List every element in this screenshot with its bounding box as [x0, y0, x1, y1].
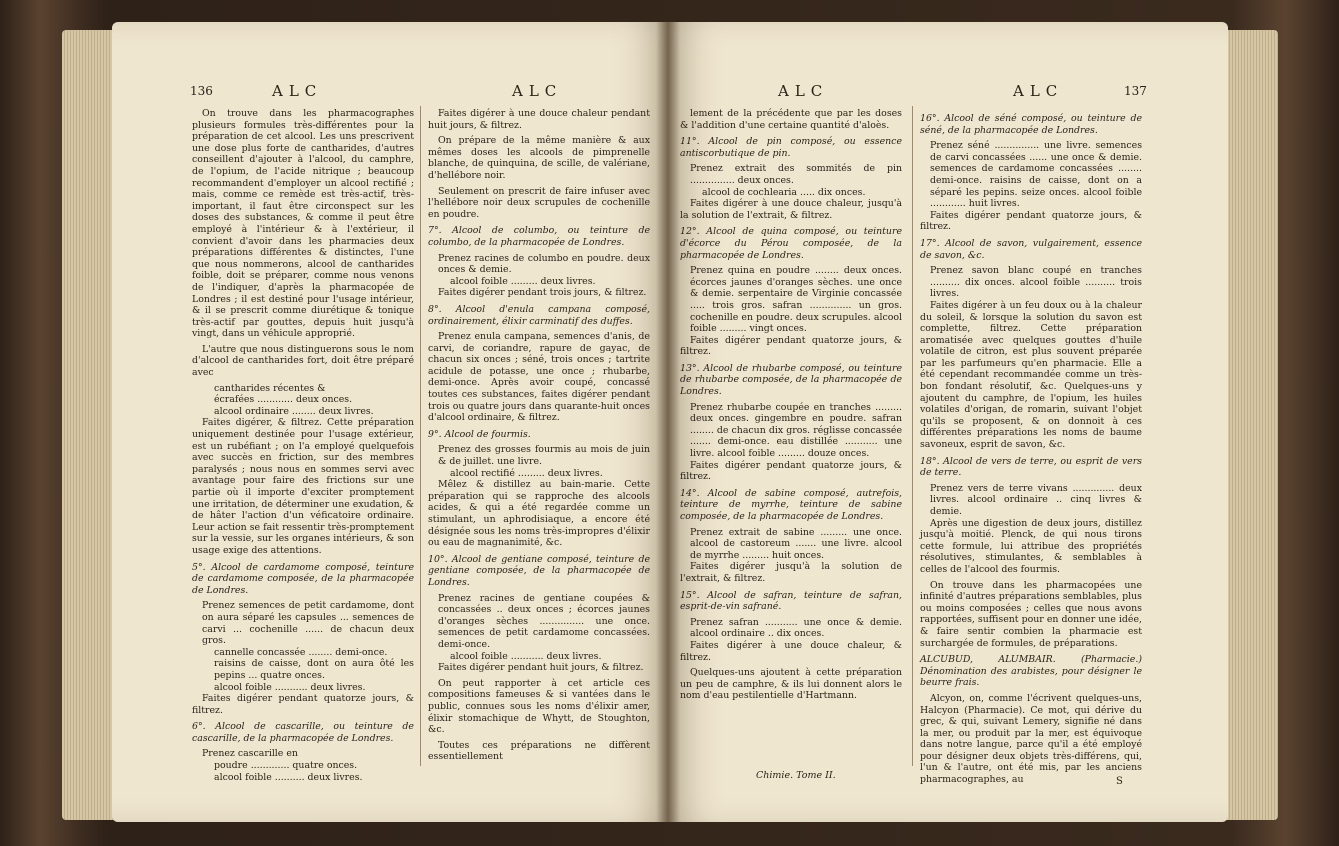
paragraph: Faites digérer, & filtrez. Cette préparation uniquement destinée pour l'usage extérieur, est un rubéfiant ; on l'a employé quelquefois avec succès en friction, sur des membres paralysés ; nous nous en sommes servi avec avantage pour faire des frictions sur une partie où il importe d'exciter promptement une irritation, de déterminer une exudation, & de hâter l'action d'un véficatoire ordinaire. Leur action se fait ressentir très-promptement sur la vessie, sur les organes intérieurs, & son usage exige des attentions.: [192, 417, 414, 556]
page-edges-right: [1226, 30, 1278, 820]
section-heading: 11°. Alcool de pin composé, ou essence antiscorbutique de pin.: [680, 136, 902, 159]
section-heading: 10°. Alcool de gentiane composé, teinture de gentiane composée, de la pharmacopée de Londres.: [428, 553, 650, 588]
page-number: 136: [190, 84, 213, 98]
section-heading: 16°. Alcool de séné composé, ou teinture de séné, de la pharmacopée de Londres.: [920, 113, 1142, 136]
section-heading: 6°. Alcool de cascarille, ou teinture de cascarille, de la pharmacopée de Londres.: [192, 721, 414, 744]
section-heading: 17°. Alcool de savon, vulgairement, essence de savon, &c.: [920, 237, 1142, 261]
recipe-line: écrafées ............ deux onces.: [214, 394, 353, 406]
recipe-line: alcool ordinaire ........ deux livres.: [214, 405, 374, 417]
paragraph: Faites digérer pendant quatorze jours, & filtrez.: [680, 459, 902, 483]
recipe-line: cantharides récentes &: [214, 382, 326, 394]
recipe-line: Prenez des grosses fourmis au mois de juin & de juillet. une livre.: [438, 444, 650, 468]
recipe-line: Prenez racines de gentiane coupées & concassées .. deux onces ; écorces jaunes d'oranges sèches ............... une once. semences de petit cardamome concassées. demi-once.: [438, 592, 650, 650]
recipe-line: Prenez racines de columbo en poudre. deux onces & demie.: [438, 252, 650, 276]
recipe-line: Prenez semences de petit cardamome, dont on aura séparé les capsules ... semences de carvi ... cochenille ...... de chacun deux gros.: [202, 600, 414, 647]
paragraph: On peut rapporter à cet article ces compositions fameuses & si vantées dans le public, connues sous les noms d'élixir amer, élixir stomachique de Whytt, de Stoughton, &c.: [428, 677, 650, 736]
recipe-line: Prenez cascarille en: [202, 748, 298, 760]
paragraph: Faites digérer pendant quatorze jours, & filtrez.: [680, 334, 902, 358]
recipe-line: Prenez vers de terre vivans .............. deux livres. alcool ordinaire .. cinq livres & demie.: [930, 482, 1142, 517]
book-gutter: [656, 22, 680, 822]
running-head-right: ALC: [1013, 82, 1064, 100]
paragraph: Faites digérer à une douce chaleur, & filtrez.: [680, 639, 902, 663]
paragraph: On trouve dans les pharmacopées une infinité d'autres préparations semblables, plus ou moins composées ; celles que nous avons rapportées, suffisent pour en donner une idée, & faire sentir combien la pharmacie est surchargée de formules, de préparations.: [920, 579, 1142, 649]
running-head-left: ALC: [778, 82, 829, 100]
recipe-line: alcool de cochlearia ..... dix onces.: [702, 186, 866, 198]
running-head-left: ALC: [272, 82, 323, 100]
paragraph: On prépare de la même manière & aux mêmes doses les alcools de pimprenelle blanche, de quinquina, de scille, de valériane, d'hellébore noir.: [428, 135, 650, 181]
recipe-line: alcool foible .......... deux livres.: [214, 771, 363, 783]
paragraph: Quelques-uns ajoutent à cette préparation un peu de camphre, & ils lui donnent alors le nom d'eau pestilentielle d'Hartmann.: [680, 667, 902, 702]
text-column: [680, 108, 902, 706]
signature-mark: S: [1116, 776, 1123, 787]
section-heading: ALCUBUD, ALUMBAIR. (Pharmacie.) Dénomination des arabistes, pour désigner le beurre frais.: [920, 654, 1142, 689]
section-heading: 7°. Alcool de columbo, ou teinture de columbo, de la pharmacopée de Londres.: [428, 225, 650, 248]
paragraph: Faites digérer à un feu doux ou à la chaleur du soleil, & lorsque la solution du savon est complette, filtrez. Cette préparation aromatisée avec quelques gouttes d'huile volatile de citron, est plus souvent préparée par les parfumeurs qu'en pharmacie. Elle a été cependant recommandée comme un très-bon fondant résolutif, &c. Quelques-uns y ajoutent du camphre, de l'opium, les huiles volatiles d'origan, de romarin, suivant l'objet qu'ils se proposent, & on donnoit à ces différentes préparations les noms de baume savoneux, esprit de savon, &c.: [920, 299, 1142, 451]
paragraph: L'autre que nous distinguerons sous le nom d'alcool de cantharides fort, doit être préparé avec: [192, 343, 414, 379]
section-heading: 13°. Alcool de rhubarbe composé, ou teinture de rhubarbe composée, de la pharmacopée de Londres.: [680, 362, 902, 398]
paragraph: Alcyon, on, comme l'écrivent quelques-uns, Halcyon (Pharmacie). Ce mot, qui dérive du grec, & qui, suivant Lemery, signifie né dans la mer, ou produit par la mer, est équivoque dans notre langue, parce qu'il a été employé pour désigner deux objets très-différens, qui, l'un & l'autre, ont été mis, par les anciens pharmacographes, au: [920, 692, 1142, 786]
paragraph: Faites digérer jusqu'à la solution de l'extrait, & filtrez.: [680, 561, 902, 584]
paragraph: On trouve dans les pharmacographes plusieurs formules très-différentes pour la préparation de cet alcool. Les uns prescrivent une dose plus forte de cantharides, d'autres conseillent d'ajouter à l'alcool, du camphre, de l'opium, de l'acide nitrique ; beaucoup recommandent d'employer un alcool rectifié ; mais, comme ce remède est très-actif, très-important, il faut être circonspect sur les doses des substances, & comme il peut être employé à l'intérieur & à l'extérieur, il convient d'avoir dans les pharmacies deux préparations différentes & distinctes, l'une que nous nommerons, alcool de cantharides foible, doit se préparer, comme nous venons de l'indiquer, d'après la pharmacopée de Londres ; il est destiné pour l'usage intérieur, & il se prescrit comme diurétique & tonique très-actif par gouttes, depuis huit jusqu'à vingt, dans un véhicule approprié.: [192, 108, 414, 340]
section-heading: 18°. Alcool de vers de terre, ou esprit de vers de terre.: [920, 455, 1142, 479]
recipe-line: Prenez rhubarbe coupée en tranches ......... deux onces. gingembre en poudre. safran ........ de chacun dix gros. réglisse concassée ....... demi-once. eau distillée ........... une livre. alcool foible ......... douze onces.: [690, 401, 902, 460]
paragraph: Après une digestion de deux jours, distillez jusqu'à moitié. Plenck, de qui nous tirons cette formule, lui attribue des propriétés résolutives, stimulantes, & semblables à celles de l'alcool des fourmis.: [920, 517, 1142, 575]
text-column: [920, 108, 1142, 790]
recipe-line: Prenez safran ........... une once & demie. alcool ordinaire .. dix onces.: [690, 616, 902, 640]
column-rule: [912, 106, 913, 766]
section-heading: 5°. Alcool de cardamome composé, teinture de cardamome composée, de la pharmacopée de Londres.: [192, 561, 414, 596]
section-heading: 8°. Alcool d'enula campana composé, ordinairement, élixir carminatif des duffes.: [428, 303, 650, 327]
page-edges-left: [62, 30, 114, 820]
paragraph: Mêlez & distillez au bain-marie. Cette préparation qui se rapproche des alcools acides, & qui a été regardée comme un stimulant, un aphrodisiaque, a encore été désignée sous les noms très-impropres d'élixir ou eau de magnanimité, &c.: [428, 479, 650, 549]
signature-line: Chimie. Tome II.: [756, 770, 836, 781]
recipe-line: alcool foible ........... deux livres.: [214, 681, 366, 693]
paragraph: Prenez enula campana, semences d'anis, de carvi, de coriandre, rapure de gayac, de chacun six onces ; séné, trois onces ; tartrite acidule de potasse, une once ; rhubarbe, demi-once. Après avoir coupé, concassé toutes ces substances, faites digérer pendant trois ou quatre jours dans quarante-huit onces d'alcool ordinaire, & filtrez.: [428, 331, 650, 424]
left-page: [112, 22, 668, 822]
section-heading: 12°. Alcool de quina composé, ou teinture d'écorce du Pérou composée, de la pharmacopée de Londres.: [680, 226, 902, 261]
recipe-line: cannelle concassée ........ demi-once.: [214, 646, 388, 658]
paragraph: Faites digérer pendant quatorze jours, & filtrez.: [192, 693, 414, 716]
recipe-line: alcool rectifié ......... deux livres.: [450, 467, 603, 479]
running-head-right: ALC: [512, 82, 563, 100]
recipe-line: Prenez quina en poudre ........ deux onces. écorces jaunes d'oranges sèches. une once & demie. serpentaire de Virginie concassée ..... trois gros. safran .............. un gros. cochenille en poudre. deux scrupules. alcool foible ......... vingt onces.: [690, 265, 902, 335]
text-column: [192, 108, 414, 783]
recipe-line: Prenez savon blanc coupé en tranches .......... dix onces. alcool foible .......... trois livres.: [930, 265, 1142, 300]
paragraph: Faites digérer à une douce chaleur, jusqu'à la solution de l'extrait, & filtrez.: [680, 198, 902, 221]
recipe-line: alcool foible ......... deux livres.: [450, 275, 596, 287]
column-rule: [420, 106, 421, 766]
recipe-line: Prenez extrait des sommités de pin ............... deux onces.: [690, 163, 902, 186]
recipe-line: alcool foible ........... deux livres.: [450, 650, 602, 662]
paragraph: Faites digérer pendant huit jours, & filtrez.: [438, 662, 644, 674]
page-number: 137: [1124, 84, 1147, 98]
section-heading: 15°. Alcool de safran, teinture de safran, esprit-de-vin safrané.: [680, 589, 902, 613]
paragraph: Toutes ces préparations ne diffèrent essentiellement: [428, 739, 650, 763]
recipe-line: Prenez extrait de sabine ......... une once. alcool de castoreum ....... une livre. alcool de myrrhe ......... huit onces.: [690, 526, 902, 561]
recipe-line: Prenez séné ............... une livre. semences de carvi concassées ...... une once & demie. semences de cardamome concassées ........ demi-once. raisins de caisse, dont on a séparé les pepins. seize onces. alcool foible ............ huit livres.: [930, 140, 1142, 210]
paragraph: Faites digérer à une douce chaleur pendant huit jours, & filtrez.: [428, 108, 650, 131]
paragraph: Seulement on prescrit de faire infuser avec l'hellébore noir deux scrupules de cochenille en poudre.: [428, 185, 650, 220]
paragraph: lement de la précédente que par les doses & l'addition d'une certaine quantité d'aloès.: [680, 108, 902, 131]
section-heading: 9°. Alcool de fourmis.: [428, 428, 531, 440]
recipe-line: poudre ............. quatre onces.: [214, 760, 358, 772]
text-column: [428, 108, 650, 767]
recipe-line: raisins de caisse, dont on aura ôté les pepins ... quatre onces.: [214, 658, 414, 681]
paragraph: Faites digérer pendant quatorze jours, & filtrez.: [920, 209, 1142, 233]
right-page: [668, 22, 1228, 822]
paragraph: Faites digérer pendant trois jours, & filtrez.: [438, 287, 647, 299]
section-heading: 14°. Alcool de sabine composé, autrefois, teinture de myrrhe, teinture de sabine composée, de la pharmacopée de Londres.: [680, 487, 902, 522]
